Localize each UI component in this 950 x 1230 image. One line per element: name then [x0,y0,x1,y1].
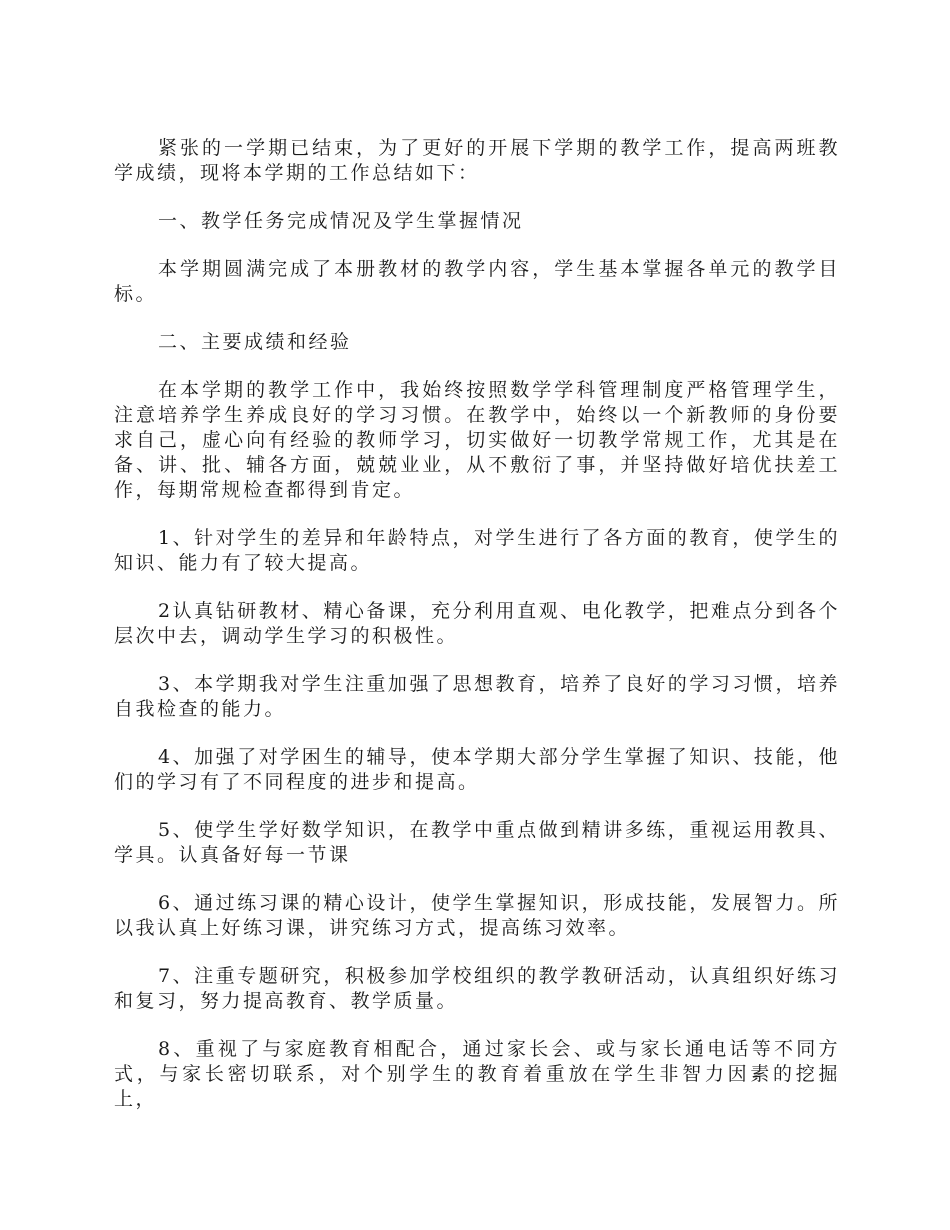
section-heading-2: 二、主要成绩和经验 [158,331,352,353]
list-item-5: 5、使学生学好数学知识，在教学中重点做到精讲多练，重视运用教具、学具。认真备好每一节课 [114,819,840,866]
list-item-2: 2认真钻研教材、精心备课，充分利用直观、电化教学，把难点分到各个层次中去，调动学生学习的积极性。 [114,600,840,647]
document-page [114,136,840,1135]
list-item-8: 8、重视了与家庭教育相配合，通过家长会、或与家长通电话等不同方式，与家长密切联系，对个别学生的教育着重放在学生非智力因素的挖掘上， [114,1038,840,1110]
list-item-6: 6、通过练习课的精心设计，使学生掌握知识，形成技能，发展智力。所以我认真上好练习课，讲究练习方式，提高练习效率。 [114,892,840,939]
list-item-4: 4、加强了对学困生的辅导，使本学期大部分学生掌握了知识、技能，他们的学习有了不同程度的进步和提高。 [114,746,840,793]
section-2-paragraph: 在本学期的教学工作中，我始终按照数学学科管理制度严格管理学生，注意培养学生养成良好的学习习惯。在教学中，始终以一个新教师的身份要求自己，虚心向有经验的教师学习，切实做好一切教学常规工作，尤其是在备、讲、批、辅各方面，兢兢业业，从不敷衍了事，并坚持做好培优扶差工作，每期常规检查都得到肯定。 [114,379,840,501]
intro-paragraph: 紧张的一学期已结束，为了更好的开展下学期的教学工作，提高两班教学成绩，现将本学期的工作总结如下： [114,137,840,184]
list-item-3: 3、本学期我对学生注重加强了思想教育，培养了良好的学习习惯，培养自我检查的能力。 [114,673,840,720]
list-item-1: 1、针对学生的差异和年龄特点，对学生进行了各方面的教育，使学生的知识、能力有了较大提高。 [114,527,840,574]
list-item-7: 7、注重专题研究，积极参加学校组织的教学教研活动，认真组织好练习和复习，努力提高教育、教学质量。 [114,965,840,1012]
section-1-paragraph: 本学期圆满完成了本册教材的教学内容，学生基本掌握各单元的教学目标。 [114,258,840,305]
section-heading-1: 一、教学任务完成情况及学生掌握情况 [158,210,524,232]
